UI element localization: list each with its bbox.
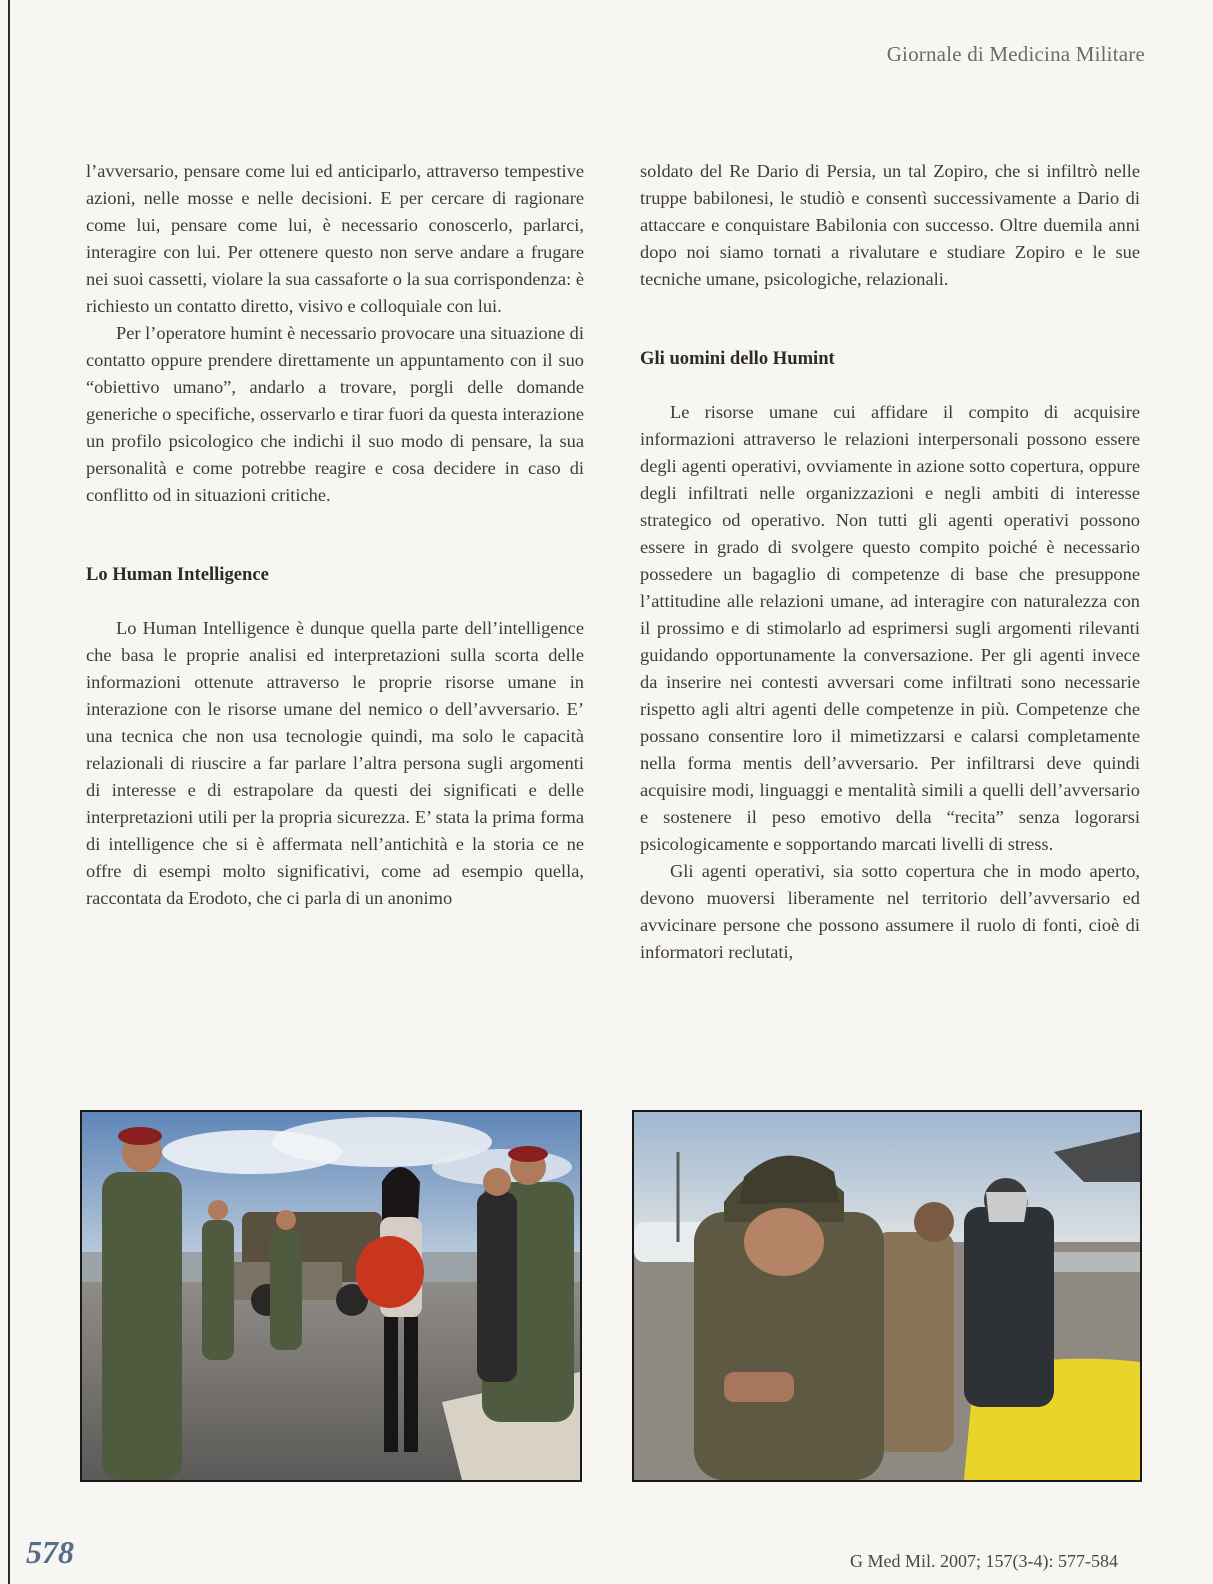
journal-title: Giornale di Medicina Militare xyxy=(886,42,1145,66)
left-paragraph-2: Per l’operatore humint è necessario provocare una situazione di contatto oppure prendere direttamente un appuntamento con il suo “obiettivo umano”, andarlo a trovare, porgli delle domande generiche o specifiche, osservarlo e tirar fuori da questa interazione un profilo psicologico che indichi il suo modo di pensare, la sua personalità e come potrebbe reagire e cosa decidere in caso di conflitto od in situazioni critiche. xyxy=(86,323,584,505)
journal-citation: G Med Mil. 2007; 157(3-4): 577-584 xyxy=(850,1551,1118,1571)
right-paragraph-3: Gli agenti operativi, sia sotto copertura che in modo aperto, devono muoversi liberamente nel territorio dell’avversario ed avvicinare persone che possono assumere il ruolo di fonti, cioè di informatori reclutati, xyxy=(640,861,1140,962)
search-photo-right xyxy=(632,1110,1142,1482)
left-text-column xyxy=(86,158,584,912)
page-number: 578 xyxy=(26,1534,74,1570)
section-heading-human-intelligence: Lo Human Intelligence xyxy=(86,564,269,585)
left-paragraph-3: Lo Human Intelligence è dunque quella parte dell’intelligence che basa le proprie analisi ed interpretazioni sulla scorta delle informazioni ottenute attraverso le proprie risorse umane in interazione con le risorse umane del nemico o dell’avversario. E’ una tecnica che non usa tecnologie quindi, ma solo le capacità relazionali di riuscire a far parlare l’altra persona sugli argomenti di interesse e di estrapolare da questi dei significati e delle interpretazioni utili per la propria sicurezza. E’ stata la prima forma di intelligence che si è affermata nell’antichità e la storia ce ne offre di esempi molto significativi, come ad esempio quella, raccontata da Erodoto, che ci parla di un anonimo xyxy=(86,618,584,908)
right-text-column xyxy=(640,158,1140,966)
left-paragraph-1: l’avversario, pensare come lui ed anticiparlo, attraverso tempestive azioni, nelle mosse e nelle decisioni. E per cercare di ragionare come lui, pensare come lui, è necessario conoscerlo, parlarci, interagire con lui. Per ottenere questo non serve andare a frugare nei suoi cassetti, violare la sua cassaforte o la sua corrispondenza: è richiesto un contatto diretto, visivo e colloquiale con lui. xyxy=(86,161,584,316)
right-paragraph-2: Le risorse umane cui affidare il compito di acquisire informazioni attraverso le relazioni interpersonali possono essere degli agenti operativi, ovviamente in azione sotto copertura, oppure degli infiltrati nelle organizzazioni e negli ambiti di interesse strategico od operativo. Non tutti gli agenti operativi possono essere in grado di svolgere questo compito poiché è necessario possedere un bagaglio di competenze di base che presuppone l’attitudine alle relazioni umane, ad interagire con naturalezza con il prossimo e di stimolarlo ad esprimersi sugli argomenti rilevanti guidando opportunamente la conversazione. Per gli agenti invece da inserire nei contesti avversari come infiltrati sono necessarie rispetto agli altri agenti delle competenze in più. Competenze che possano consentire loro il mimetizzarsi e calarsi completamente nella forma mentis dell’avversario. Per infiltrarsi deve quindi acquisire modi, linguaggi e mentalità simili a quelli dell’avversario e sostenere il peso emotivo della “recita” senza logorarsi psicologicamente e sopportando marcati livelli di stress. xyxy=(640,402,1140,854)
section-heading-uomini-humint: Gli uomini dello Humint xyxy=(640,348,835,369)
page-edge-rule xyxy=(8,0,10,1584)
checkpoint-photo-left xyxy=(80,1110,582,1482)
right-paragraph-1: soldato del Re Dario di Persia, un tal Zopiro, che si infiltrò nelle truppe babilonesi, le studiò e consentì successivamente a Dario di attaccare e conquistare Babilonia con successo. Oltre duemila anni dopo noi siamo tornati a rivalutare e studiare Zopiro e le sue tecniche umane, psicologiche, relazionali. xyxy=(640,161,1140,289)
